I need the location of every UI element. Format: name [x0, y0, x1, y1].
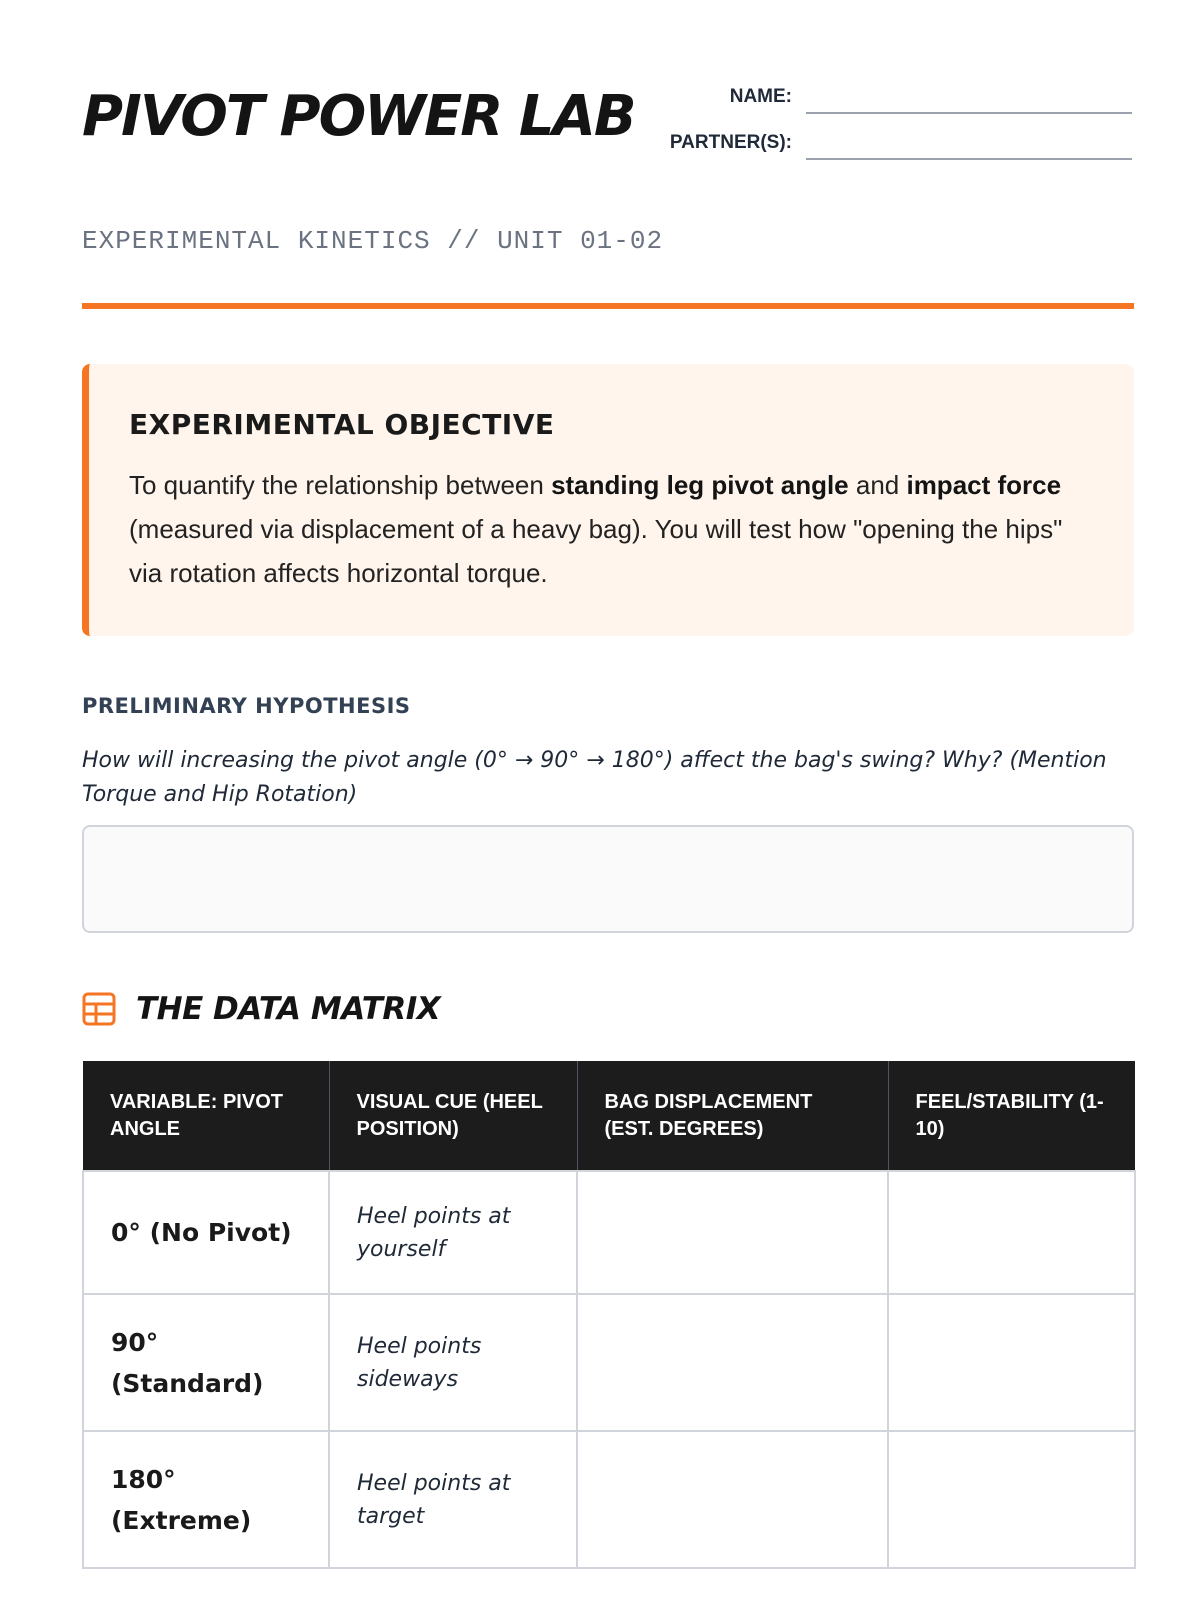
- visual-cue-cell: Heel points at yourself: [329, 1171, 577, 1294]
- objective-heading: EXPERIMENTAL OBJECTIVE: [129, 408, 555, 441]
- pivot-angle-cell: 90° (Standard): [83, 1294, 329, 1431]
- partners-field[interactable]: [806, 130, 1132, 160]
- data-matrix-heading: [82, 986, 440, 1032]
- objective-callout: [82, 364, 1134, 636]
- hypothesis-prompt: How will increasing the pivot angle (0° → 90° → 180°) affect the bag's swing? Why? (Mention Torque and Hip Rotation): [82, 748, 1107, 807]
- page-title: PIVOT POWER LAB: [82, 84, 635, 149]
- table-row: [83, 1294, 1135, 1431]
- data-matrix-table: [82, 1061, 1136, 1569]
- feel-stability-input[interactable]: [888, 1171, 1135, 1294]
- feel-stability-input[interactable]: [888, 1431, 1135, 1568]
- objective-emphasis-impact-force: impact force: [906, 470, 1062, 500]
- name-field-row: [606, 84, 1132, 114]
- partners-label: PARTNER(S):: [669, 132, 792, 153]
- hypothesis-answer-box[interactable]: [82, 825, 1134, 933]
- bag-displacement-input[interactable]: [577, 1431, 888, 1568]
- table-grid-icon: [82, 992, 116, 1026]
- column-header-visual-cue: VISUAL CUE (HEEL POSITION): [329, 1061, 577, 1171]
- table-row: [83, 1171, 1135, 1294]
- worksheet-header: [82, 84, 1132, 256]
- bag-displacement-input[interactable]: [577, 1171, 888, 1294]
- partners-field-row: [606, 130, 1132, 160]
- name-label: NAME:: [729, 86, 792, 107]
- data-matrix-title: THE DATA MATRIX: [136, 991, 441, 1027]
- header-divider: [82, 303, 1134, 309]
- column-header-bag-displacement: BAG DISPLACEMENT (EST. DEGREES): [577, 1061, 888, 1171]
- pivot-angle-cell: 0° (No Pivot): [83, 1171, 329, 1294]
- page-subtitle: EXPERIMENTAL KINETICS // UNIT 01-02: [82, 226, 664, 256]
- table-header-row: [83, 1061, 1135, 1171]
- objective-text: [129, 463, 1094, 595]
- feel-stability-input[interactable]: [888, 1294, 1135, 1431]
- name-field[interactable]: [806, 84, 1132, 114]
- bag-displacement-input[interactable]: [577, 1294, 888, 1431]
- visual-cue-cell: Heel points sideways: [329, 1294, 577, 1431]
- objective-text-part: To quantify the relationship between: [129, 470, 552, 500]
- table-row: [83, 1431, 1135, 1568]
- hypothesis-heading: PRELIMINARY HYPOTHESIS: [82, 694, 411, 718]
- pivot-angle-cell: 180° (Extreme): [83, 1431, 329, 1568]
- objective-text-part: and: [848, 470, 907, 500]
- visual-cue-cell: Heel points at target: [329, 1431, 577, 1568]
- objective-emphasis-pivot-angle: standing leg pivot angle: [551, 470, 849, 500]
- column-header-pivot-angle: VARIABLE: PIVOT ANGLE: [83, 1061, 329, 1171]
- column-header-feel-stability: FEEL/STABILITY (1-10): [888, 1061, 1135, 1171]
- objective-text-part: (measured via displacement of a heavy bag). You will test how "opening the hips" via rotation affects horizontal torque.: [129, 514, 1063, 588]
